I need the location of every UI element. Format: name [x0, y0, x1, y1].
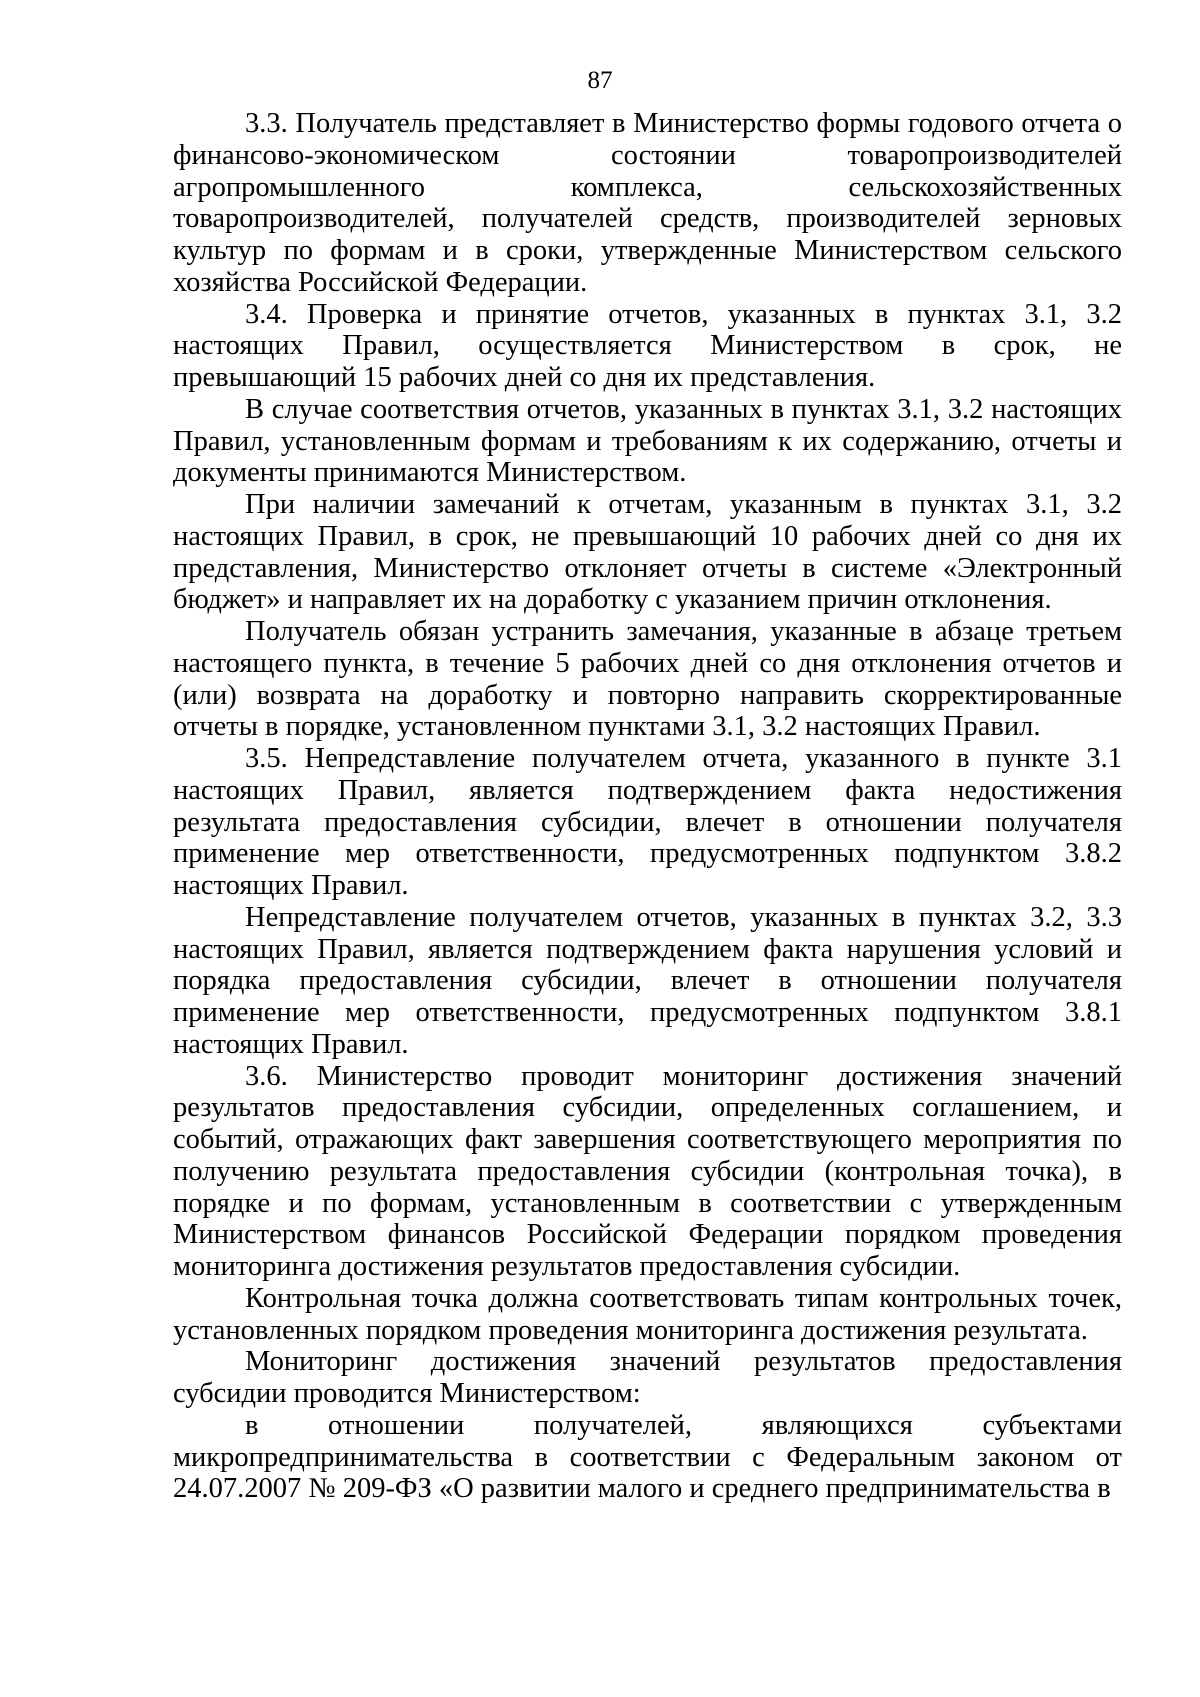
paragraph-3-4-correction: Получатель обязан устранить замечания, указанные в абзаце третьем настоящего пункта, в течение 5 рабочих дней со дня отклонения отчетов и (или) возврата на доработку и повторно направить скорректированные отчеты в порядке, установленном пунктами 3.1, 3.2 настоящих Правил. — [173, 616, 1122, 743]
page-number: 87 — [587, 67, 613, 94]
paragraph-3-4: 3.4. Проверка и принятие отчетов, указанных в пунктах 3.1, 3.2 настоящих Правил, осуществляется Министерством в срок, не превышающий 15 рабочих дней со дня их представления. — [173, 298, 1122, 393]
paragraph-3-4-remarks: При наличии замечаний к отчетам, указанным в пунктах 3.1, 3.2 настоящих Правил, в срок, не превышающий 10 рабочих дней со дня их представления, Министерство отклоняет отчеты в системе «Электронный бюджет» и направляет их на доработку с указанием причин отклонения. — [173, 489, 1122, 616]
paragraph-3-3: 3.3. Получатель представляет в Министерство формы годового отчета о финансово-экономическом состоянии товаропроизводителей агропромышленного комплекса, сельскохозяйственных товаропроизводителей, получателей средств, производителей зерновых культур по формам и в сроки, утвержденные Министерством сельского хозяйства Российской Федерации. — [173, 108, 1122, 298]
paragraph-3-5: 3.5. Непредставление получателем отчета, указанного в пункте 3.1 настоящих Правил, является подтверждением факта недостижения результата предоставления субсидии, влечет в отношении получателя применение мер ответственности, предусмотренных подпунктом 3.8.2 настоящих Правил. — [173, 743, 1122, 901]
paragraph-3-6-monitoring: Мониторинг достижения значений результатов предоставления субсидии проводится Министерством: — [173, 1346, 1122, 1409]
paragraph-3-6-control-point: Контрольная точка должна соответствовать типам контрольных точек, установленных порядком проведения мониторинга достижения результата. — [173, 1282, 1122, 1346]
paragraph-3-4-compliance: В случае соответствия отчетов, указанных в пунктах 3.1, 3.2 настоящих Правил, установленным формам и требованиям к их содержанию, отчеты и документы принимаются Министерством. — [173, 393, 1122, 489]
document-body — [173, 108, 1122, 1505]
paragraph-3-5-violation: Непредставление получателем отчетов, указанных в пунктах 3.2, 3.3 настоящих Правил, является подтверждением факта нарушения условий и порядка предоставления субсидии, влечет в отношении получателя применение мер ответственности, предусмотренных подпунктом 3.8.1 настоящих Правил. — [173, 901, 1122, 1060]
paragraph-3-6-micro-enterprises: в отношении получателей, являющихся субъектами микропредпринимательства в соответствии с Федеральным законом от 24.07.2007 № 209-ФЗ «О развитии малого и среднего предпринимательства в — [173, 1409, 1122, 1505]
paragraph-3-6: 3.6. Министерство проводит мониторинг достижения значений результатов предоставления субсидии, определенных соглашением, и событий, отражающих факт завершения соответствующего мероприятия по получению результата предоставления субсидии (контрольная точка), в порядке и по формам, установленным в соответствии с утвержденным Министерством финансов Российской Федерации порядком проведения мониторинга достижения результатов предоставления субсидии. — [173, 1060, 1122, 1282]
